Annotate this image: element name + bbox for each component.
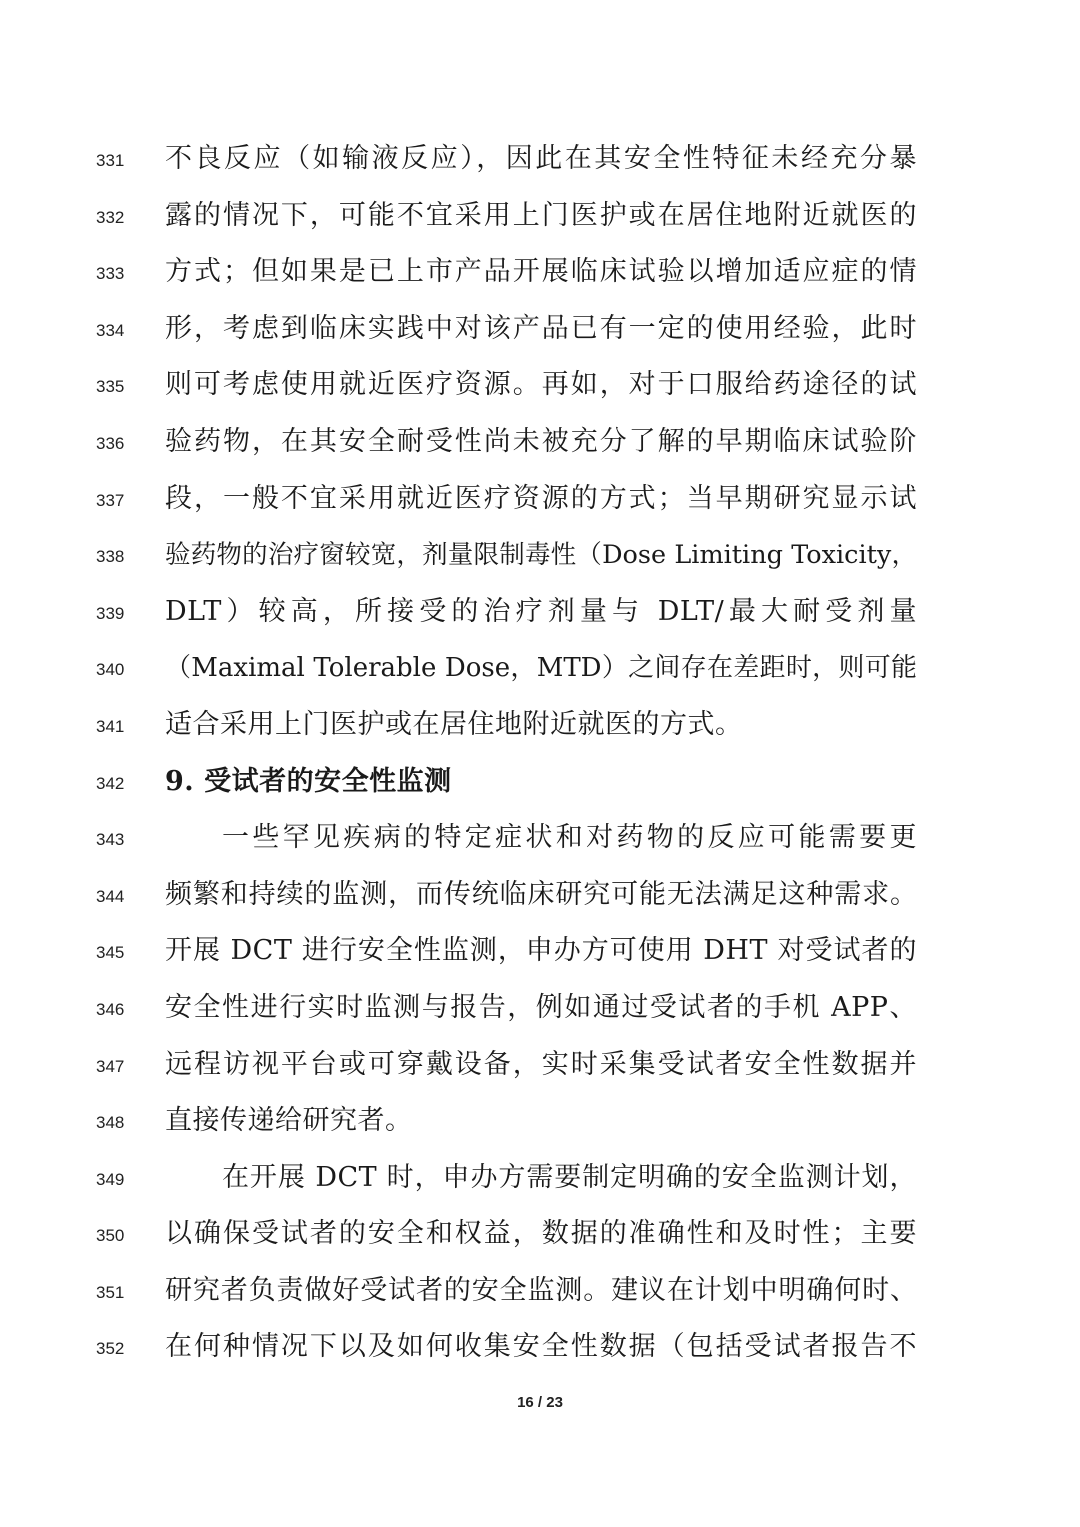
line-text: 段，一般不宜采用就近医疗资源的方式；当早期研究显示试 [165,482,917,514]
text-line [0,357,1080,414]
line-number: 337 [96,490,125,510]
line-text: 适合采用上门医护或在居住地附近就医的方式。 [165,708,743,740]
line-number: 346 [96,999,125,1019]
line-number: 341 [96,716,125,736]
text-line [0,810,1080,867]
line-number: 335 [96,377,125,397]
line-number: 338 [96,547,125,567]
text-line [0,640,1080,697]
text-line [0,527,1080,584]
line-number: 347 [96,1056,125,1076]
text-line [0,471,1080,528]
line-text: 不良反应（如输液反应），因此在其安全性特征未经充分暴 [165,143,917,174]
line-text: 安全性进行实时监测与报告，例如通过受试者的手机 APP、 [165,991,917,1023]
line-number: 334 [96,320,125,340]
line-text: 露的情况下，可能不宜采用上门医护或在居住地附近就医的 [165,199,917,231]
line-number: 331 [96,151,125,170]
line-text: 以确保受试者的安全和权益，数据的准确性和及时性；主要 [165,1218,917,1250]
line-text: 频繁和持续的监测，而传统临床研究可能无法满足这种需求。 [165,878,917,910]
text-line [0,301,1080,358]
text-line [0,980,1080,1037]
line-number: 332 [96,207,125,227]
text-line [0,1150,1080,1207]
line-number: 349 [96,1169,125,1189]
text-body [0,131,1080,1376]
line-number: 348 [96,1113,125,1133]
line-text: 方式；但如果是已上市产品开展临床试验以增加适应症的情 [165,256,917,288]
text-line [0,131,1080,188]
line-text: 一些罕见疾病的特定症状和对药物的反应可能需要更 [222,822,917,854]
text-line [0,697,1080,754]
line-text: 远程访视平台或可穿戴设备，实时采集受试者安全性数据并 [165,1048,917,1080]
text-line [0,1037,1080,1094]
page-number: 16 / 23 [517,1394,563,1411]
text-line [0,1206,1080,1263]
line-text: 开展 DCT 进行安全性监测，申办方可使用 DHT 对受试者的 [165,935,917,967]
line-number: 342 [96,773,125,793]
line-text: 验药物的治疗窗较宽，剂量限制毒性（Dose Limiting Toxicity， [165,540,917,571]
line-number: 344 [96,886,125,906]
line-number: 336 [96,433,125,453]
line-number: 339 [96,603,125,623]
text-line [0,1319,1080,1376]
line-text: DLT）较高，所接受的治疗剂量与 DLT/最大耐受剂量 [165,595,917,627]
text-line [0,414,1080,471]
line-text: 直接传递给研究者。 [165,1105,413,1137]
text-line [0,244,1080,301]
line-number: 345 [96,943,125,963]
line-text: 验药物，在其安全耐受性尚未被充分了解的早期临床试验阶 [165,425,917,457]
text-line [0,1093,1080,1150]
line-number: 343 [96,830,125,850]
line-text: 在开展 DCT 时，申办方需要制定明确的安全监测计划， [222,1161,917,1193]
section-heading: 9. 受试者的安全性监测 [165,765,452,797]
text-line [0,188,1080,245]
line-number: 333 [96,264,125,284]
line-text: （Maximal Tolerable Dose，MTD）之间存在差距时，则可能 [165,653,917,684]
line-text: 在何种情况下以及如何收集安全性数据（包括受试者报告不 [165,1331,917,1363]
line-text: 则可考虑使用就近医疗资源。再如，对于口服给药途径的试 [165,369,917,401]
line-number: 340 [96,660,125,680]
section-heading-line [0,754,1080,811]
line-text: 形，考虑到临床实践中对该产品已有一定的使用经验，此时 [165,312,917,344]
text-line [0,923,1080,980]
line-number: 350 [96,1226,125,1246]
line-text: 研究者负责做好受试者的安全监测。建议在计划中明确何时、 [165,1274,917,1306]
line-number: 351 [96,1282,125,1302]
text-line [0,584,1080,641]
text-line [0,867,1080,924]
text-line [0,1263,1080,1320]
line-number: 352 [96,1339,125,1359]
